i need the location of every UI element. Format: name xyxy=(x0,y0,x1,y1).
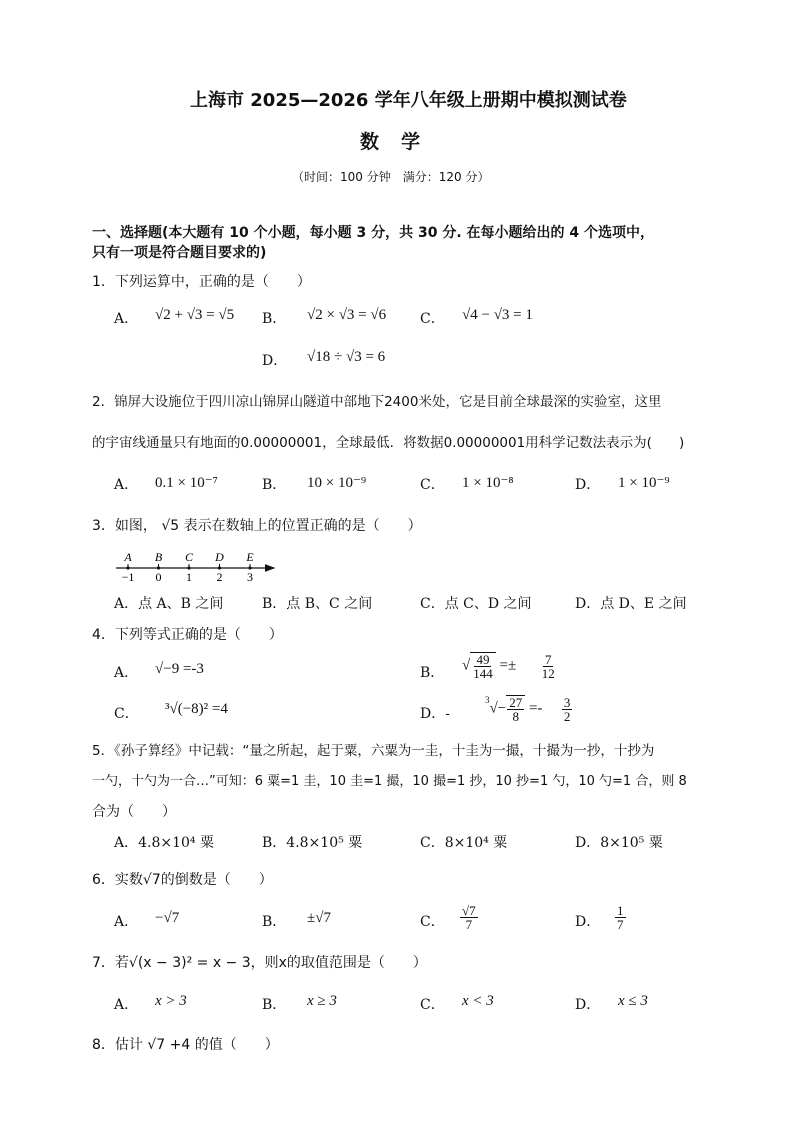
q5-stem-line3: 合为（ ） xyxy=(92,804,176,820)
q4-option-c-label: C． xyxy=(114,706,139,722)
number-line-figure xyxy=(114,548,284,588)
q4-b-numerator2: 7 xyxy=(544,651,552,667)
page-title: 上海市 2025—2026 学年八年级上册期中模拟测试卷 xyxy=(190,90,627,111)
q4-d-denominator2: 2 xyxy=(563,708,571,724)
q7-option-b: x ≥ 3 xyxy=(307,993,337,1009)
q1-option-c: √4 − √3 = 1 xyxy=(462,307,533,323)
q4-d-middle: =- xyxy=(528,700,543,717)
q6-option-b-label: B． xyxy=(262,914,287,930)
q4-stem: 4．下列等式正确的是（ ） xyxy=(92,627,283,643)
q1-option-a-label: A． xyxy=(114,311,139,327)
q4-b-denominator: 144 xyxy=(473,666,493,681)
number-line-point-label: C xyxy=(184,550,194,564)
q4-option-c: ³√(−8)² =4 xyxy=(165,701,228,717)
q4-b-denominator2: 12 xyxy=(541,665,555,681)
exam-meta: （时间：100 分钟 满分：120 分） xyxy=(292,170,490,184)
q7-option-a-label: A． xyxy=(114,997,139,1013)
q7-option-c: x < 3 xyxy=(462,993,494,1009)
q2-stem-line1: 2．锦屏大设施位于四川凉山锦屏山隧道中部地下2400米处，它是目前全球最深的实验室，这里 xyxy=(92,394,662,410)
q6-option-d xyxy=(615,904,626,931)
q6-stem: 6．实数√7的倒数是（ ） xyxy=(92,872,273,888)
q3-option-b: B．点 B、C 之间 xyxy=(262,596,373,612)
q4-option-a: √−9 =-3 xyxy=(155,661,204,677)
q2-option-d-label: D． xyxy=(575,477,601,493)
q7-option-d-label: D． xyxy=(575,997,601,1013)
q4-d-numerator2: 3 xyxy=(563,694,571,710)
q2-option-b-label: B． xyxy=(262,477,287,493)
q4-option-d-label: D．- xyxy=(420,706,450,722)
q7-option-a: x > 3 xyxy=(155,993,187,1009)
q6-c-denominator: 7 xyxy=(465,917,473,932)
q2-option-c-label: C． xyxy=(420,477,445,493)
q4-option-d: $^3$√− $\frac{27}{8}$ =- $\frac{3}{2}$ xyxy=(485,694,571,724)
q6-option-c-label: C． xyxy=(420,914,445,930)
number-line-point-label: A xyxy=(124,550,132,564)
q7-option-b-label: B． xyxy=(262,997,287,1013)
q5-stem-line1: 5．《孙子算经》中记载：“量之所起，起于粟，六粟为一圭，十圭为一撮，十撮为一抄，十抄为 xyxy=(92,743,655,759)
q3-option-c: C．点 C、D 之间 xyxy=(420,596,532,612)
q2-stem-line2: 的宇宙线通量只有地面的0.00000001，全球最低．将数据0.00000001用科学记数法表示为( ) xyxy=(92,435,685,451)
q5-stem-line2: 一勺，十勺为一合…”可知：6 粟=1 圭，10 圭=1 撮，10 撮=1 抄，10 抄=1 勺，10 勺=1 合，则 8 xyxy=(92,774,687,789)
section-heading-line1: 一、选择题(本大题有 10 个小题，每小题 3 分，共 30 分. 在每小题给出的 4 个选项中， xyxy=(92,225,655,241)
q1-option-d: √18 ÷ √3 = 6 xyxy=(307,349,386,365)
q4-option-a-label: A． xyxy=(114,665,139,681)
q6-option-b: ±√7 xyxy=(307,910,331,926)
number-line-tick-label: 0 xyxy=(155,570,162,584)
q1-option-a: √2 + √3 = √5 xyxy=(155,307,235,323)
q4-b-numerator: 49 xyxy=(476,652,490,667)
section-heading-line2: 只有一项是符合题目要求的) xyxy=(92,245,267,261)
q6-c-numerator: √7 xyxy=(462,903,476,918)
number-line-point-label: D xyxy=(215,550,224,564)
q2-option-d: 1 × 10⁻⁹ xyxy=(618,475,670,491)
number-line-tick-label: 3 xyxy=(247,570,253,584)
q6-option-a-label: A． xyxy=(114,914,139,930)
q3-option-d: D．点 D、E 之间 xyxy=(575,596,687,612)
q4-option-b-label: B． xyxy=(420,665,445,681)
q2-option-a: 0.1 × 10⁻⁷ xyxy=(155,475,218,491)
number-line-tick-label: 2 xyxy=(216,570,223,584)
q4-d-numerator: 27 xyxy=(509,695,523,710)
q6-d-numerator: 1 xyxy=(617,903,624,918)
q2-option-c: 1 × 10⁻⁸ xyxy=(462,475,514,491)
q1-option-b: √2 × √3 = √6 xyxy=(307,307,387,323)
number-line-point-label: E xyxy=(246,550,254,564)
q5-option-b: B．4.8×10⁵ 粟 xyxy=(262,835,363,851)
q2-option-a-label: A． xyxy=(114,477,139,493)
subject-title: 数学 xyxy=(360,131,443,153)
q1-option-d-label: D． xyxy=(262,353,288,369)
number-line-svg xyxy=(114,548,284,588)
q1-option-b-label: B． xyxy=(262,311,287,327)
q7-stem: 7．若√(x − 3)² = x − 3，则x的取值范围是（ ） xyxy=(92,955,427,971)
q6-d-denominator: 7 xyxy=(617,917,624,932)
q8-stem: 8．估计 √7 +4 的值（ ） xyxy=(92,1037,279,1053)
q6-option-d-label: D． xyxy=(575,914,601,930)
q6-option-c xyxy=(460,904,478,931)
q6-option-a: −√7 xyxy=(155,910,180,926)
q4-d-denominator: 8 xyxy=(512,709,519,724)
number-line-point-label: B xyxy=(154,550,163,564)
q1-stem: 1．下列运算中，正确的是（ ） xyxy=(92,274,311,290)
number-line-tick-label: −1 xyxy=(121,570,135,584)
q2-option-b: 10 × 10⁻⁹ xyxy=(307,475,367,491)
q5-option-d: D．8×10⁵ 粟 xyxy=(575,835,663,851)
q7-option-d: x ≤ 3 xyxy=(618,993,648,1009)
number-line-tick-label: 1 xyxy=(186,570,192,584)
q4-option-b: √ $\frac{49}{144}$ =± $\frac{7}{12}$ xyxy=(462,651,555,681)
q7-option-c-label: C． xyxy=(420,997,445,1013)
q1-option-c-label: C． xyxy=(420,311,445,327)
q3-option-a: A．点 A、B 之间 xyxy=(114,596,224,612)
q5-option-a: A．4.8×10⁴ 粟 xyxy=(114,835,214,851)
number-line-points xyxy=(122,550,255,584)
q5-option-c: C．8×10⁴ 粟 xyxy=(420,835,508,851)
q4-b-middle: =± xyxy=(499,657,517,674)
q3-stem: 3．如图， √5 表示在数轴上的位置正确的是（ ） xyxy=(92,518,422,534)
